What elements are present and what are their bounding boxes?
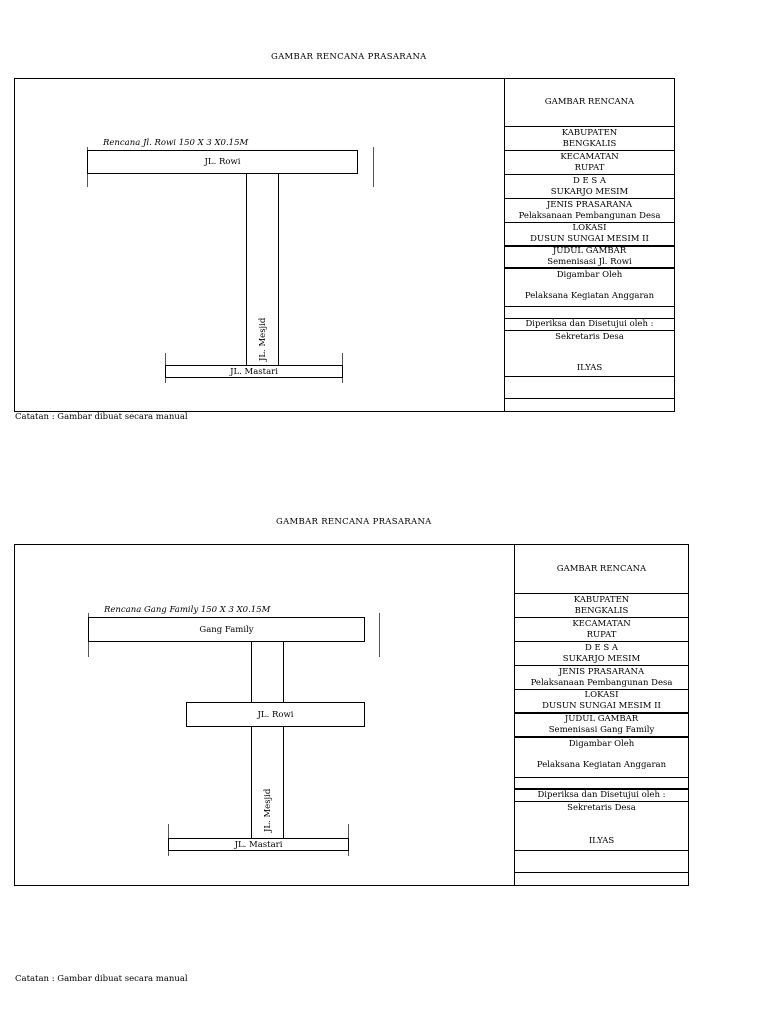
sheet-1-title-block <box>504 79 674 411</box>
signer-name: ILYAS <box>588 836 615 846</box>
panel-blank-row <box>505 307 674 319</box>
kabupaten-label: KABUPATEN <box>573 594 630 605</box>
sheet-1-road-vertical-label: JL. Mesjid <box>258 317 268 361</box>
panel-blank-row <box>505 377 674 399</box>
kabupaten-cell <box>505 127 674 151</box>
diperiksa-cell <box>515 790 688 802</box>
sheet-2-road-bottom <box>168 838 349 851</box>
sheet-2-road-top-label: Gang Family <box>199 624 254 635</box>
sheet-2-road-middle <box>186 702 365 727</box>
sheet-1-road-top-label: JL. Rowi <box>204 157 241 167</box>
sheet-2-road-vertical-label: JL. Mesjid <box>263 788 273 832</box>
sheet-1-note: Catatan : Gambar dibuat secara manual <box>15 412 188 422</box>
sheet-1-road-bottom <box>165 365 343 378</box>
sheet-2-tick <box>379 613 380 657</box>
sheet-2-note: Catatan : Gambar dibuat secara manual <box>15 974 188 984</box>
judul-gambar-cell <box>505 247 674 269</box>
digambar-value: Pelaksana Kegiatan Anggaran <box>536 760 667 770</box>
sheet-1-road-top <box>87 150 358 174</box>
sheet-1-frame <box>14 78 675 412</box>
kabupaten-value: BENGKALIS <box>562 138 617 149</box>
diperiksa-cell <box>505 319 674 331</box>
panel-blank-row <box>515 851 688 873</box>
judul-gambar-label: JUDUL GAMBAR <box>552 247 627 256</box>
sheet-2-frame <box>14 544 689 886</box>
sheet-1-plan-label: Rencana Jl. Rowi 150 X 3 X0.15M <box>103 138 249 148</box>
desa-value: SUKARJO MESIM <box>562 653 641 664</box>
kecamatan-value: RUPAT <box>574 162 605 173</box>
lokasi-value: DUSUN SUNGAI MESIM II <box>530 234 649 244</box>
jenis-prasarana-cell <box>515 666 688 690</box>
kabupaten-cell <box>515 594 688 618</box>
lokasi-cell <box>515 690 688 714</box>
sheet-2-title-block <box>514 545 688 885</box>
desa-label: D E S A <box>584 642 619 653</box>
signature-cell <box>515 802 688 851</box>
digambar-cell <box>505 269 674 307</box>
lokasi-cell <box>505 223 674 247</box>
desa-label: D E S A <box>572 175 607 186</box>
kabupaten-value: BENGKALIS <box>574 605 629 616</box>
sheet-1-title: GAMBAR RENCANA PRASARANA <box>271 52 427 62</box>
signer-name: ILYAS <box>576 363 603 373</box>
sheet-2-plan-label: Rencana Gang Family 150 X 3 X0.15M <box>104 605 271 615</box>
desa-cell <box>505 175 674 199</box>
sheet-2-title: GAMBAR RENCANA PRASARANA <box>276 517 432 527</box>
kecamatan-cell <box>505 151 674 175</box>
panel-header-text: GAMBAR RENCANA <box>544 97 635 107</box>
lokasi-value: DUSUN SUNGAI MESIM II <box>542 701 661 711</box>
diperiksa-label: Diperiksa dan Disetujui oleh : <box>525 319 654 329</box>
digambar-value: Pelaksana Kegiatan Anggaran <box>524 291 655 301</box>
diperiksa-role: Sekretaris Desa <box>555 332 624 342</box>
signature-cell <box>505 331 674 377</box>
lokasi-label: LOKASI <box>584 690 619 700</box>
panel-header <box>515 545 688 594</box>
judul-gambar-label: JUDUL GAMBAR <box>564 714 639 724</box>
sheet-1-road-bottom-label: JL. Mastari <box>230 366 278 377</box>
desa-value: SUKARJO MESIM <box>550 186 629 197</box>
diperiksa-label: Diperiksa dan Disetujui oleh : <box>537 790 666 800</box>
jenis-prasarana-value: Pelaksanaan Pembangunan Desa <box>518 210 661 221</box>
digambar-label: Digambar Oleh <box>568 739 635 749</box>
diperiksa-role: Sekretaris Desa <box>567 803 636 813</box>
jenis-prasarana-cell <box>505 199 674 223</box>
judul-gambar-cell <box>515 714 688 738</box>
kecamatan-value: RUPAT <box>586 629 617 640</box>
sheet-2-road-bottom-label: JL. Mastari <box>234 839 283 850</box>
digambar-cell <box>515 738 688 778</box>
kecamatan-cell <box>515 618 688 642</box>
sheet-1-tick <box>373 147 374 187</box>
panel-blank-row <box>505 399 674 411</box>
panel-blank-row <box>515 873 688 885</box>
sheet-2-road-middle-label: JL. Rowi <box>257 709 294 720</box>
judul-gambar-value: Semenisasi Gang Family <box>548 725 655 735</box>
panel-header <box>505 79 674 127</box>
jenis-prasarana-label: JENIS PRASARANA <box>558 666 645 677</box>
kecamatan-label: KECAMATAN <box>572 618 631 629</box>
sheet-2-road-top <box>88 617 365 642</box>
digambar-label: Digambar Oleh <box>556 270 623 280</box>
judul-gambar-value: Semenisasi Jl. Rowi <box>547 257 632 267</box>
jenis-prasarana-label: JENIS PRASARANA <box>546 199 633 210</box>
kecamatan-label: KECAMATAN <box>560 151 619 162</box>
panel-blank-row <box>515 778 688 790</box>
jenis-prasarana-value: Pelaksanaan Pembangunan Desa <box>530 677 673 688</box>
lokasi-label: LOKASI <box>572 223 607 233</box>
desa-cell <box>515 642 688 666</box>
panel-header-text: GAMBAR RENCANA <box>556 563 647 574</box>
kabupaten-label: KABUPATEN <box>561 127 618 138</box>
